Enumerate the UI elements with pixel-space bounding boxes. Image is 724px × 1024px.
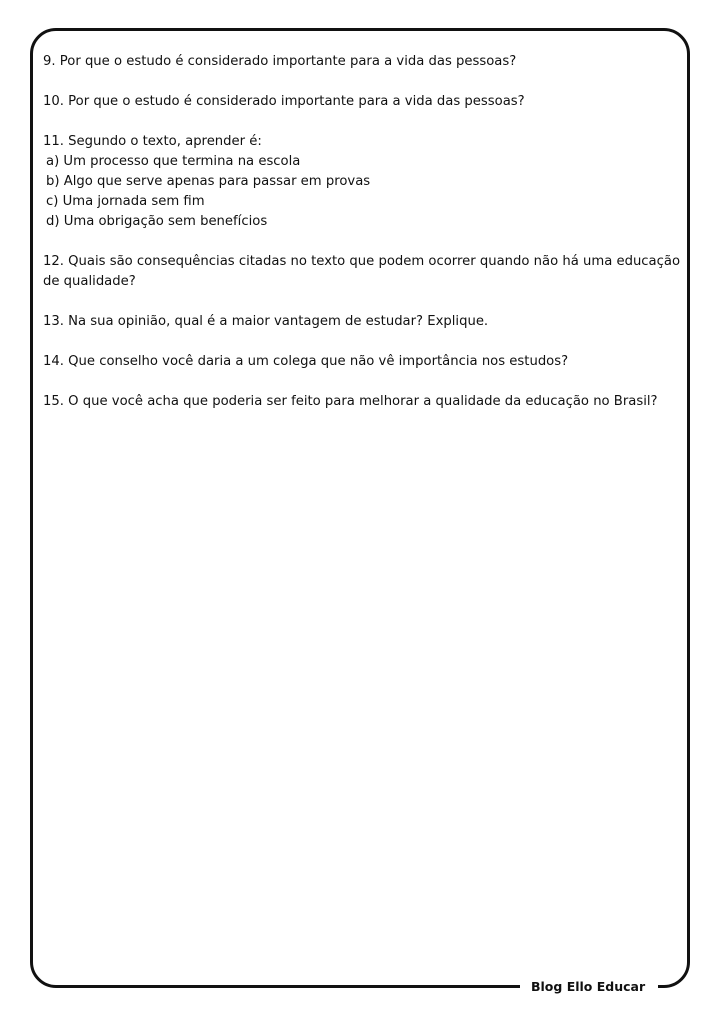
question-11-text: 11. Segundo o texto, aprender é: [43,134,262,149]
option-d: d) Uma obrigação sem benefícios [46,214,268,229]
question-12: 12. Quais são consequências citadas no texto que podem ocorrer quando não há uma educação de qualidade? [43,254,681,289]
option-c: c) Uma jornada sem fim [46,194,205,209]
question-14: 14. Que conselho você daria a um colega que não vê importância nos estudos? [43,354,569,369]
question-13: 13. Na sua opinião, qual é a maior vantagem de estudar? Explique. [43,314,489,329]
question-list [43,52,685,432]
question-10: 10. Por que o estudo é considerado importante para a vida das pessoas? [43,94,525,109]
question-11-options [43,152,685,232]
option-a: a) Um processo que termina na escola [46,154,301,169]
footer-brand: Blog Ello Educar [531,979,646,994]
question-15: 15. O que você acha que poderia ser feito para melhorar a qualidade da educação no Brasil? [43,394,658,409]
question-11 [43,132,685,232]
question-9: 9. Por que o estudo é considerado importante para a vida das pessoas? [43,54,517,69]
option-b: b) Algo que serve apenas para passar em provas [46,174,371,189]
